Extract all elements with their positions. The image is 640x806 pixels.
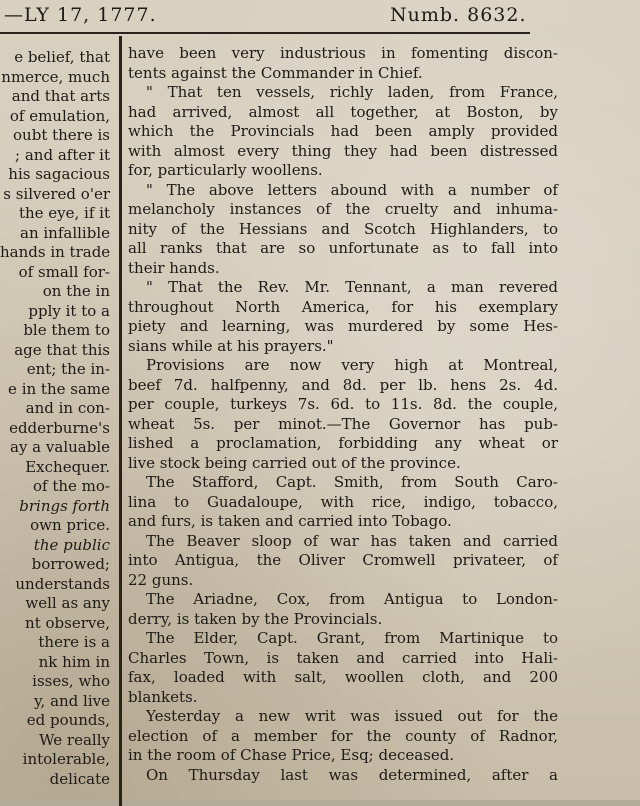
- article-line: 22 guns.: [128, 570, 194, 589]
- left-column-line: own price.: [30, 516, 110, 534]
- left-column-line: brings forth: [19, 496, 110, 515]
- left-column-line: age that this: [14, 340, 110, 359]
- left-column-line: intolerable,: [22, 750, 110, 768]
- left-column-line: an infallible: [20, 223, 110, 242]
- article-line: derry, is taken by the Provincials.: [128, 609, 383, 628]
- article-line: and furs, is taken and carried into Tobago.: [128, 512, 452, 530]
- left-column-line: on the in: [42, 282, 110, 300]
- article-line: " That ten vessels, richly laden, from France,: [146, 83, 558, 101]
- left-column-line: edderburne's: [9, 418, 110, 437]
- left-column-line: and in con-: [25, 399, 110, 417]
- article-line: On Thursday last was determined, after a: [146, 765, 558, 784]
- left-column-line: e belief, that: [14, 48, 110, 66]
- article-line: live stock being carried out of the province.: [128, 453, 461, 472]
- left-column-line: ed pounds,: [26, 711, 110, 729]
- page-header: [0, 4, 640, 28]
- article-line: beef 7d. halfpenny, and 8d. per lb. hens 2s. 4d.: [128, 375, 558, 394]
- left-column-line: of small for-: [18, 262, 110, 281]
- article-line: for, particularly woollens.: [128, 161, 323, 179]
- left-column-line: hands in trade: [0, 243, 111, 261]
- left-column-line: ; and after it: [15, 145, 110, 164]
- header-rule: [0, 32, 530, 34]
- left-column-line: ble them to: [23, 321, 110, 339]
- left-column-line: ent; the in-: [26, 360, 110, 378]
- left-column-line: of the mo-: [32, 477, 110, 495]
- issue-number: Numb. 8632.: [390, 4, 527, 26]
- left-column-line: pply it to a: [28, 301, 110, 320]
- left-column-line: of emulation,: [9, 106, 110, 125]
- article-line: fax, loaded with salt, woollen cloth, and 200: [128, 668, 558, 686]
- left-column-line: well as any: [25, 594, 110, 612]
- column-divider: [119, 36, 122, 806]
- left-column-line: y, and live: [34, 691, 110, 710]
- article-line: election of a member for the county of Radnor,: [128, 726, 558, 745]
- left-column-line: nmerce, much: [1, 67, 110, 86]
- article-line: into Antigua, the Oliver Cromwell privateer, of: [128, 551, 558, 569]
- article-line: their hands.: [128, 258, 220, 277]
- article-line: in the room of Chase Price, Esq; deceased.: [128, 746, 455, 764]
- article-line: nity of the Hessians and Scotch Highlanders, to: [128, 219, 558, 238]
- article-line: lished a proclamation, forbidding any wheat or: [128, 434, 558, 452]
- article-line: Yesterday a new writ was issued out for the: [146, 707, 558, 725]
- article-line: which the Provincials had been amply provided: [128, 122, 558, 140]
- left-column-line: the public: [33, 535, 110, 554]
- left-column-line: there is a: [38, 633, 110, 651]
- article-line: melancholy instances of the cruelty and inhuma-: [128, 200, 558, 218]
- article-line: The Elder, Capt. Grant, from Martinique to: [146, 629, 558, 647]
- article-line: Charles Town, is taken and carried into Hali-: [128, 648, 558, 667]
- article-line: all ranks that are so unfortunate as to fall into: [128, 239, 558, 257]
- article-line: The Ariadne, Cox, from Antigua to London-: [146, 590, 558, 608]
- left-column-line: nt observe,: [25, 613, 110, 632]
- article-line: piety and learning, was murdered by some Hes-: [128, 317, 558, 335]
- left-column-line: understands: [15, 574, 110, 593]
- left-column-line: borrowed;: [31, 555, 110, 573]
- header-date: —LY 17, 1777.: [4, 4, 157, 26]
- left-column: [0, 48, 116, 789]
- article-line: had arrived, almost all together, at Boston, by: [128, 102, 558, 121]
- article-line: sians while at his prayers.": [128, 336, 334, 355]
- left-column-line: his sagacious: [8, 165, 110, 183]
- right-column: [128, 44, 558, 785]
- article-line: The Beaver sloop of war has taken and carried: [146, 531, 558, 550]
- left-column-line: the eye, if it: [18, 204, 110, 222]
- article-line: lina to Guadaloupe, with rice, indigo, tobacco,: [128, 492, 558, 511]
- article-line: The Stafford, Capt. Smith, from South Caro-: [146, 473, 558, 491]
- left-column-line: delicate: [49, 769, 110, 788]
- article-line: with almost every thing they had been distressed: [128, 141, 558, 160]
- left-column-line: We really: [39, 730, 110, 749]
- article-line: Provisions are now very high at Montreal,: [146, 356, 558, 374]
- article-line: have been very industrious in fomenting discon-: [128, 44, 558, 62]
- article-line: throughout North America, for his exemplary: [128, 297, 558, 316]
- left-column-line: nk him in: [38, 652, 110, 671]
- article-line: blankets.: [128, 687, 198, 706]
- article-line: " That the Rev. Mr. Tennant, a man revered: [146, 278, 558, 296]
- left-column-line: oubt there is: [13, 126, 110, 144]
- left-column-line: e in the same: [8, 379, 110, 398]
- left-column-line: isses, who: [32, 672, 110, 690]
- left-column-line: and that arts: [11, 87, 110, 105]
- left-column-line: ay a valuable: [10, 438, 110, 456]
- article-line: " The above letters abound with a number of: [146, 180, 558, 199]
- article-line: per couple, turkeys 7s. 6d. to 11s. 8d. the couple,: [128, 395, 558, 413]
- article-line: tents against the Commander in Chief.: [128, 63, 423, 82]
- left-column-line: s silvered o'er: [3, 184, 110, 203]
- article-line: wheat 5s. per minot.—The Governor has pub-: [128, 414, 558, 433]
- left-column-line: Exchequer.: [25, 457, 110, 476]
